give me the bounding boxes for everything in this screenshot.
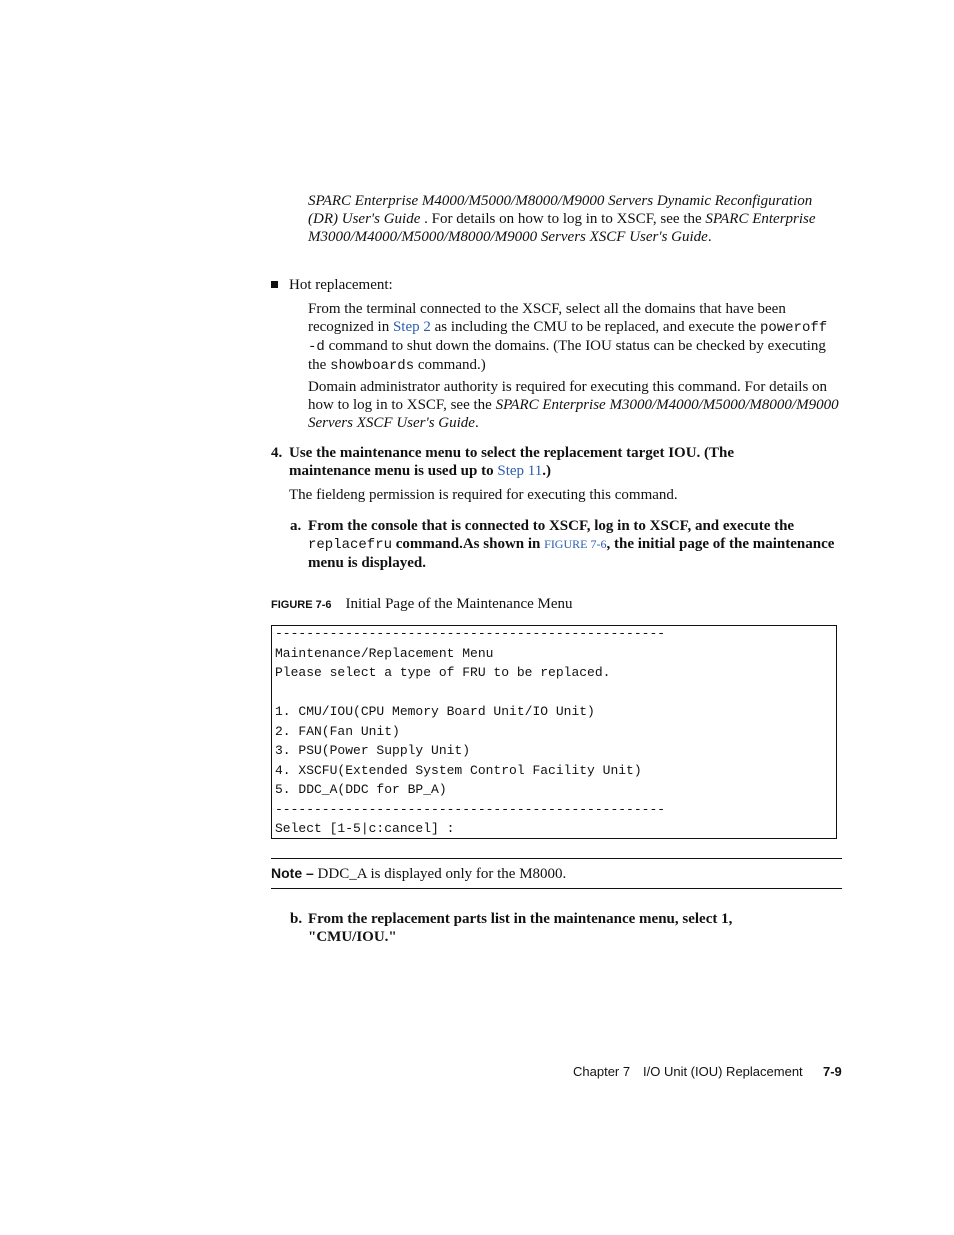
note-bottom-rule [271, 888, 842, 889]
dr-guide-title: SPARC Enterprise M4000/M5000/M8000/M9000 Servers Dynamic Reconfiguration (DR) User's Guide [308, 193, 813, 227]
step-a-text: From the console that is connected to XSCF, log in to XSCF, and execute the replacefru command.As shown in FIGURE 7-6, the initial page of the maintenance menu is displayed. [308, 518, 835, 571]
code-line: Please select a type of FRU to be replaced. [275, 665, 611, 680]
code-line: 1. CMU/IOU(CPU Memory Board Unit/IO Unit) [275, 704, 595, 719]
top-paragraph-text: . For details on how to log in to XSCF, see the [420, 211, 706, 227]
code-line: 3. PSU(Power Supply Unit) [275, 743, 471, 758]
xscf-guide-title-2: SPARC Enterprise M3000/M4000/M5000/M8000/M9000 Servers XSCF User's Guide [308, 397, 839, 431]
hot-replacement-paragraph-2: Domain administrator authority is required for executing this command. For details on how to log in to XSCF, see the SPARC Enterprise M3000/M4000/M5000/M8000/M9000 Servers XSCF User's Guide. [308, 379, 839, 431]
step-11-link[interactable]: Step 11 [497, 463, 543, 479]
step-b-number: b. [290, 911, 303, 927]
footer-page-number: 7-9 [823, 1064, 842, 1079]
note-text: DDC_A is displayed only for the M8000. [313, 866, 567, 882]
code-line: Select [1-5|c:cancel] : [275, 821, 455, 836]
showboards-command: showboards [330, 358, 415, 374]
note-top-rule [271, 858, 842, 859]
code-line: -------------------------------------------------- [275, 801, 666, 817]
code-line: 2. FAN(Fan Unit) [275, 723, 400, 739]
xscf-guide-title: SPARC Enterprise M3000/M4000/M5000/M8000/M9000 Servers XSCF User's Guide [308, 211, 816, 245]
figure-caption [271, 595, 573, 614]
maintenance-menu-codebox [271, 625, 837, 839]
figure-label: FIGURE 7-6 [271, 599, 332, 611]
code-line: 4. XSCFU(Extended System Control Facility Unit) [275, 762, 642, 778]
top-paragraph: SPARC Enterprise M4000/M5000/M8000/M9000 Servers Dynamic Reconfiguration (DR) User's Guide . For details on how to log in to XSCF, see the SPARC Enterprise M3000/M4000/M5000/M8000/M9000 Servers XSCF User's Guide. [308, 193, 816, 245]
note [271, 864, 566, 883]
step-4-number: 4. [271, 445, 283, 461]
step-a-number: a. [290, 518, 302, 534]
code-line: Maintenance/Replacement Menu [275, 645, 494, 661]
figure-7-6-link[interactable]: FIGURE 7-6 [544, 537, 607, 551]
bullet-square-icon [271, 281, 278, 288]
footer-chapter: Chapter 7 [573, 1064, 631, 1079]
note-label: Note – [271, 865, 314, 881]
step-2-link[interactable]: Step 2 [392, 319, 431, 335]
step-4-text: Use the maintenance menu to select the replacement target IOU. (The maintenance menu is used up to Step 11.) [289, 445, 735, 479]
bullet-label: Hot replacement: [289, 277, 393, 293]
hot-replacement-paragraph-1: From the terminal connected to the XSCF, select all the domains that have been recognized in Step 2 as including the CMU to be replaced, and execute the poweroff -d command to shut down the domains. (The IOU status can be checked by executing the showboards command.) [308, 301, 828, 374]
code-line: 5. DDC_A(DDC for BP_A) [275, 782, 447, 797]
poweroff-command: poweroff -d [308, 320, 828, 355]
replacefru-command: replacefru [308, 537, 393, 553]
code-line: -------------------------------------------------- [275, 626, 666, 641]
step-4-note: The fieldeng permission is required for executing this command. [289, 487, 678, 503]
footer-title: I/O Unit (IOU) Replacement [643, 1064, 803, 1079]
figure-caption-text: Initial Page of the Maintenance Menu [345, 596, 573, 612]
step-b-text: From the replacement parts list in the maintenance menu, select 1, "CMU/IOU." [308, 911, 733, 945]
